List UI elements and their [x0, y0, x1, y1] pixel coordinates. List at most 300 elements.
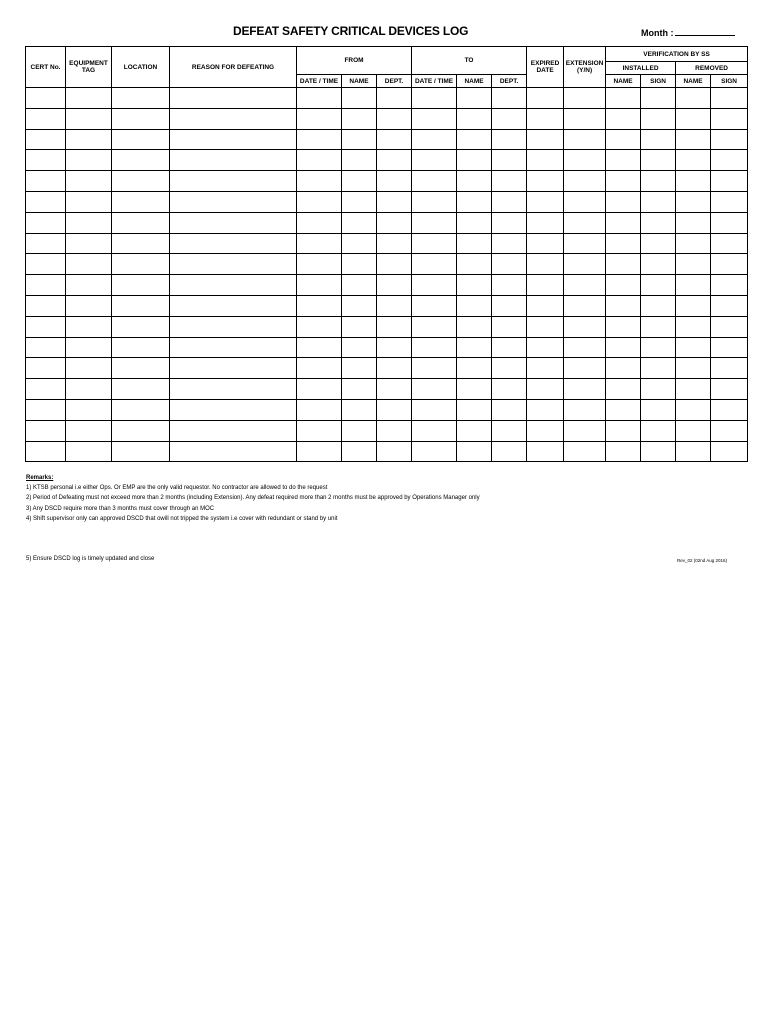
table-cell[interactable]: [641, 316, 676, 337]
table-cell[interactable]: [112, 399, 170, 420]
table-cell[interactable]: [412, 379, 457, 400]
table-cell[interactable]: [66, 129, 112, 150]
table-cell[interactable]: [112, 88, 170, 109]
table-cell[interactable]: [606, 316, 641, 337]
table-cell[interactable]: [66, 358, 112, 379]
table-cell[interactable]: [711, 233, 748, 254]
table-cell[interactable]: [297, 129, 342, 150]
table-cell[interactable]: [564, 212, 606, 233]
table-cell[interactable]: [26, 150, 66, 171]
table-cell[interactable]: [26, 254, 66, 275]
table-cell[interactable]: [412, 337, 457, 358]
table-cell[interactable]: [26, 108, 66, 129]
remark-item: 4) Shift supervisor only can approved DSCD that owill not tripped the system i.e cover with redundant or stand by unit: [26, 515, 338, 522]
table-cell[interactable]: [297, 295, 342, 316]
table-cell[interactable]: [412, 108, 457, 129]
table-cell[interactable]: [606, 129, 641, 150]
table-cell[interactable]: [377, 129, 412, 150]
table-cell[interactable]: [641, 337, 676, 358]
table-cell[interactable]: [297, 171, 342, 192]
table-cell[interactable]: [377, 316, 412, 337]
table-cell[interactable]: [606, 171, 641, 192]
table-cell[interactable]: [641, 358, 676, 379]
table-cell[interactable]: [564, 129, 606, 150]
table-cell[interactable]: [606, 254, 641, 275]
table-cell[interactable]: [170, 358, 297, 379]
table-cell[interactable]: [26, 191, 66, 212]
table-cell[interactable]: [711, 441, 748, 462]
table-cell[interactable]: [377, 379, 412, 400]
table-cell[interactable]: [66, 275, 112, 296]
table-cell[interactable]: [377, 441, 412, 462]
table-cell[interactable]: [527, 108, 564, 129]
table-cell[interactable]: [457, 441, 492, 462]
table-cell[interactable]: [297, 441, 342, 462]
table-cell[interactable]: [641, 379, 676, 400]
table-cell[interactable]: [377, 420, 412, 441]
table-cell[interactable]: [527, 88, 564, 109]
table-cell[interactable]: [412, 399, 457, 420]
table-cell[interactable]: [377, 337, 412, 358]
table-cell[interactable]: [342, 212, 377, 233]
table-cell[interactable]: [676, 108, 711, 129]
table-cell[interactable]: [412, 171, 457, 192]
table-cell[interactable]: [412, 275, 457, 296]
table-cell[interactable]: [457, 150, 492, 171]
month-blank-line[interactable]: [675, 27, 735, 36]
table-cell[interactable]: [297, 275, 342, 296]
table-cell[interactable]: [457, 358, 492, 379]
table-cell[interactable]: [112, 379, 170, 400]
table-cell[interactable]: [66, 191, 112, 212]
table-cell[interactable]: [342, 254, 377, 275]
table-cell[interactable]: [112, 254, 170, 275]
table-cell[interactable]: [112, 295, 170, 316]
table-cell[interactable]: [676, 441, 711, 462]
table-cell[interactable]: [112, 337, 170, 358]
table-cell[interactable]: [170, 88, 297, 109]
table-cell[interactable]: [711, 337, 748, 358]
table-cell[interactable]: [492, 399, 527, 420]
table-cell[interactable]: [676, 254, 711, 275]
table-cell[interactable]: [606, 420, 641, 441]
table-cell[interactable]: [412, 191, 457, 212]
table-cell[interactable]: [641, 171, 676, 192]
table-cell[interactable]: [457, 275, 492, 296]
table-cell[interactable]: [676, 399, 711, 420]
table-cell[interactable]: [170, 420, 297, 441]
table-cell[interactable]: [457, 129, 492, 150]
table-cell[interactable]: [26, 337, 66, 358]
table-cell[interactable]: [606, 399, 641, 420]
table-cell[interactable]: [112, 441, 170, 462]
table-cell[interactable]: [170, 399, 297, 420]
table-cell[interactable]: [170, 171, 297, 192]
table-cell[interactable]: [711, 254, 748, 275]
table-cell[interactable]: [112, 171, 170, 192]
table-cell[interactable]: [377, 254, 412, 275]
table-cell[interactable]: [66, 254, 112, 275]
table-cell[interactable]: [342, 316, 377, 337]
table-cell[interactable]: [112, 129, 170, 150]
table-cell[interactable]: [492, 212, 527, 233]
table-cell[interactable]: [711, 150, 748, 171]
table-cell[interactable]: [412, 441, 457, 462]
table-cell[interactable]: [676, 212, 711, 233]
table-cell[interactable]: [112, 358, 170, 379]
table-cell[interactable]: [297, 316, 342, 337]
table-cell[interactable]: [170, 150, 297, 171]
table-cell[interactable]: [377, 275, 412, 296]
table-cell[interactable]: [492, 191, 527, 212]
table-cell[interactable]: [641, 399, 676, 420]
table-cell[interactable]: [492, 420, 527, 441]
table-cell[interactable]: [527, 337, 564, 358]
table-cell[interactable]: [527, 150, 564, 171]
table-cell[interactable]: [457, 88, 492, 109]
table-cell[interactable]: [297, 108, 342, 129]
table-cell[interactable]: [412, 420, 457, 441]
table-cell[interactable]: [297, 358, 342, 379]
table-cell[interactable]: [564, 108, 606, 129]
table-cell[interactable]: [492, 108, 527, 129]
table-cell[interactable]: [527, 275, 564, 296]
table-cell[interactable]: [170, 108, 297, 129]
table-cell[interactable]: [564, 379, 606, 400]
table-cell[interactable]: [711, 358, 748, 379]
table-cell[interactable]: [457, 171, 492, 192]
table-cell[interactable]: [527, 316, 564, 337]
table-cell[interactable]: [66, 379, 112, 400]
table-cell[interactable]: [66, 337, 112, 358]
table-cell[interactable]: [377, 212, 412, 233]
table-cell[interactable]: [676, 171, 711, 192]
table-cell[interactable]: [492, 233, 527, 254]
table-cell[interactable]: [377, 295, 412, 316]
remarks-section: [26, 473, 480, 524]
table-cell[interactable]: [457, 379, 492, 400]
table-cell[interactable]: [297, 337, 342, 358]
table-cell[interactable]: [342, 108, 377, 129]
table-cell[interactable]: [711, 295, 748, 316]
table-cell[interactable]: [711, 129, 748, 150]
table-cell[interactable]: [641, 441, 676, 462]
table-cell[interactable]: [457, 337, 492, 358]
table-cell[interactable]: [492, 358, 527, 379]
table-row: [26, 191, 748, 212]
table-cell[interactable]: [676, 379, 711, 400]
table-cell[interactable]: [676, 191, 711, 212]
table-cell[interactable]: [564, 399, 606, 420]
table-cell[interactable]: [492, 171, 527, 192]
table-cell[interactable]: [564, 88, 606, 109]
table-cell[interactable]: [170, 212, 297, 233]
table-cell[interactable]: [112, 212, 170, 233]
table-cell[interactable]: [297, 379, 342, 400]
table-cell[interactable]: [297, 88, 342, 109]
table-cell[interactable]: [26, 420, 66, 441]
table-cell[interactable]: [377, 171, 412, 192]
table-cell[interactable]: [711, 191, 748, 212]
table-cell[interactable]: [527, 129, 564, 150]
table-cell[interactable]: [492, 441, 527, 462]
table-cell[interactable]: [170, 316, 297, 337]
table-cell[interactable]: [641, 88, 676, 109]
table-cell[interactable]: [606, 441, 641, 462]
table-cell[interactable]: [606, 379, 641, 400]
table-cell[interactable]: [641, 233, 676, 254]
table-cell[interactable]: [170, 295, 297, 316]
table-cell[interactable]: [527, 441, 564, 462]
table-cell[interactable]: [564, 171, 606, 192]
table-cell[interactable]: [412, 295, 457, 316]
table-cell[interactable]: [676, 129, 711, 150]
table-cell[interactable]: [26, 399, 66, 420]
table-cell[interactable]: [492, 337, 527, 358]
table-cell[interactable]: [711, 88, 748, 109]
header-extension: EXTENSION (Y/N): [564, 47, 606, 88]
table-cell[interactable]: [377, 233, 412, 254]
table-cell[interactable]: [606, 295, 641, 316]
table-cell[interactable]: [297, 254, 342, 275]
table-cell[interactable]: [676, 88, 711, 109]
table-cell[interactable]: [26, 275, 66, 296]
table-cell[interactable]: [26, 358, 66, 379]
table-cell[interactable]: [527, 358, 564, 379]
table-cell[interactable]: [527, 171, 564, 192]
table-cell[interactable]: [342, 275, 377, 296]
table-cell[interactable]: [170, 254, 297, 275]
table-cell[interactable]: [606, 108, 641, 129]
table-cell[interactable]: [412, 88, 457, 109]
table-cell[interactable]: [170, 275, 297, 296]
table-cell[interactable]: [606, 275, 641, 296]
table-cell[interactable]: [711, 171, 748, 192]
table-cell[interactable]: [676, 275, 711, 296]
table-cell[interactable]: [412, 212, 457, 233]
table-cell[interactable]: [26, 129, 66, 150]
table-cell[interactable]: [711, 399, 748, 420]
table-cell[interactable]: [641, 129, 676, 150]
table-cell[interactable]: [457, 108, 492, 129]
table-cell[interactable]: [112, 191, 170, 212]
table-cell[interactable]: [377, 358, 412, 379]
table-cell[interactable]: [377, 191, 412, 212]
table-cell[interactable]: [564, 358, 606, 379]
table-cell[interactable]: [297, 420, 342, 441]
table-cell[interactable]: [492, 150, 527, 171]
table-cell[interactable]: [606, 358, 641, 379]
table-cell[interactable]: [527, 233, 564, 254]
table-cell[interactable]: [711, 275, 748, 296]
table-cell[interactable]: [457, 191, 492, 212]
table-cell[interactable]: [66, 316, 112, 337]
table-cell[interactable]: [66, 212, 112, 233]
table-cell[interactable]: [26, 379, 66, 400]
table-cell[interactable]: [676, 358, 711, 379]
table-cell[interactable]: [676, 316, 711, 337]
table-cell[interactable]: [641, 108, 676, 129]
table-cell[interactable]: [564, 275, 606, 296]
table-cell[interactable]: [412, 358, 457, 379]
table-cell[interactable]: [297, 212, 342, 233]
table-row: [26, 150, 748, 171]
table-cell[interactable]: [492, 129, 527, 150]
table-cell[interactable]: [606, 212, 641, 233]
table-cell[interactable]: [606, 150, 641, 171]
table-cell[interactable]: [112, 233, 170, 254]
table-cell[interactable]: [26, 316, 66, 337]
table-cell[interactable]: [527, 379, 564, 400]
table-cell[interactable]: [66, 441, 112, 462]
table-cell[interactable]: [711, 420, 748, 441]
table-cell[interactable]: [170, 441, 297, 462]
table-cell[interactable]: [564, 191, 606, 212]
header-to: TO: [412, 47, 527, 75]
table-cell[interactable]: [412, 150, 457, 171]
table-cell[interactable]: [342, 295, 377, 316]
table-cell[interactable]: [297, 233, 342, 254]
table-cell[interactable]: [297, 191, 342, 212]
table-cell[interactable]: [606, 88, 641, 109]
table-cell[interactable]: [564, 254, 606, 275]
table-cell[interactable]: [641, 275, 676, 296]
table-cell[interactable]: [564, 233, 606, 254]
table-cell[interactable]: [676, 295, 711, 316]
table-cell[interactable]: [342, 399, 377, 420]
table-cell[interactable]: [711, 108, 748, 129]
table-cell[interactable]: [66, 150, 112, 171]
table-cell[interactable]: [66, 88, 112, 109]
table-cell[interactable]: [711, 212, 748, 233]
table-cell[interactable]: [342, 379, 377, 400]
table-cell[interactable]: [641, 212, 676, 233]
table-cell[interactable]: [26, 171, 66, 192]
table-cell[interactable]: [170, 337, 297, 358]
table-cell[interactable]: [112, 316, 170, 337]
table-cell[interactable]: [112, 420, 170, 441]
table-cell[interactable]: [676, 337, 711, 358]
table-row: [26, 233, 748, 254]
table-cell[interactable]: [457, 254, 492, 275]
table-cell[interactable]: [412, 233, 457, 254]
table-cell[interactable]: [457, 295, 492, 316]
table-cell[interactable]: [66, 399, 112, 420]
table-cell[interactable]: [342, 171, 377, 192]
table-cell[interactable]: [527, 254, 564, 275]
table-cell[interactable]: [711, 379, 748, 400]
table-cell[interactable]: [641, 191, 676, 212]
table-cell[interactable]: [112, 275, 170, 296]
table-cell[interactable]: [66, 108, 112, 129]
table-cell[interactable]: [527, 191, 564, 212]
table-cell[interactable]: [641, 150, 676, 171]
table-cell[interactable]: [492, 275, 527, 296]
table-cell[interactable]: [641, 295, 676, 316]
table-cell[interactable]: [641, 420, 676, 441]
table-cell[interactable]: [66, 420, 112, 441]
table-cell[interactable]: [492, 316, 527, 337]
table-cell[interactable]: [377, 108, 412, 129]
table-cell[interactable]: [26, 88, 66, 109]
table-cell[interactable]: [412, 129, 457, 150]
table-cell[interactable]: [170, 129, 297, 150]
table-cell[interactable]: [66, 295, 112, 316]
table-cell[interactable]: [66, 171, 112, 192]
table-row: [26, 88, 748, 109]
table-cell[interactable]: [412, 316, 457, 337]
table-cell[interactable]: [297, 399, 342, 420]
table-cell[interactable]: [457, 316, 492, 337]
table-cell[interactable]: [457, 212, 492, 233]
table-cell[interactable]: [342, 233, 377, 254]
table-cell[interactable]: [170, 233, 297, 254]
table-cell[interactable]: [342, 420, 377, 441]
header-cert-no: CERT No.: [26, 47, 66, 88]
table-cell[interactable]: [26, 233, 66, 254]
table-cell[interactable]: [112, 150, 170, 171]
table-cell[interactable]: [676, 150, 711, 171]
table-cell[interactable]: [170, 191, 297, 212]
table-cell[interactable]: [676, 233, 711, 254]
table-cell[interactable]: [606, 337, 641, 358]
table-cell[interactable]: [711, 316, 748, 337]
table-cell[interactable]: [377, 399, 412, 420]
table-cell[interactable]: [564, 420, 606, 441]
table-cell[interactable]: [26, 441, 66, 462]
table-cell[interactable]: [26, 295, 66, 316]
table-cell[interactable]: [676, 420, 711, 441]
table-cell[interactable]: [342, 191, 377, 212]
table-cell[interactable]: [606, 233, 641, 254]
log-body: [26, 88, 748, 462]
table-cell[interactable]: [112, 108, 170, 129]
table-row: [26, 358, 748, 379]
table-cell[interactable]: [26, 212, 66, 233]
table-cell[interactable]: [377, 150, 412, 171]
table-cell[interactable]: [527, 420, 564, 441]
table-cell[interactable]: [527, 399, 564, 420]
table-cell[interactable]: [564, 295, 606, 316]
table-cell[interactable]: [527, 212, 564, 233]
table-cell[interactable]: [342, 441, 377, 462]
table-cell[interactable]: [342, 88, 377, 109]
table-cell[interactable]: [527, 295, 564, 316]
table-cell[interactable]: [564, 441, 606, 462]
table-cell[interactable]: [170, 379, 297, 400]
table-cell[interactable]: [66, 233, 112, 254]
table-cell[interactable]: [492, 88, 527, 109]
table-cell[interactable]: [457, 399, 492, 420]
table-cell[interactable]: [564, 150, 606, 171]
table-cell[interactable]: [641, 254, 676, 275]
table-cell[interactable]: [457, 420, 492, 441]
table-cell[interactable]: [606, 191, 641, 212]
table-cell[interactable]: [342, 358, 377, 379]
table-cell[interactable]: [297, 150, 342, 171]
table-cell[interactable]: [412, 254, 457, 275]
table-cell[interactable]: [492, 379, 527, 400]
table-cell[interactable]: [492, 254, 527, 275]
table-cell[interactable]: [377, 88, 412, 109]
table-cell[interactable]: [564, 316, 606, 337]
table-cell[interactable]: [342, 150, 377, 171]
table-cell[interactable]: [564, 337, 606, 358]
table-cell[interactable]: [492, 295, 527, 316]
table-cell[interactable]: [457, 233, 492, 254]
table-cell[interactable]: [342, 337, 377, 358]
table-cell[interactable]: [342, 129, 377, 150]
